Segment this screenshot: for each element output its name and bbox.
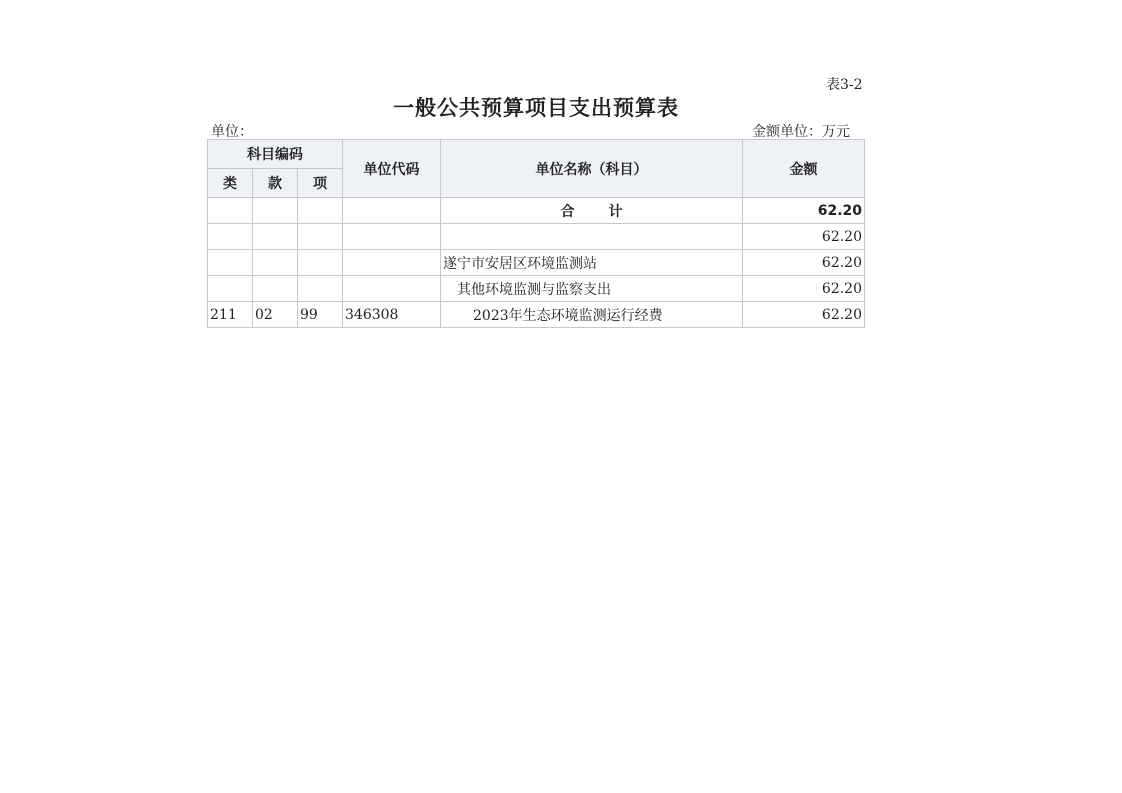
amount-cell: 62.20 — [743, 276, 865, 302]
section-cell — [253, 276, 298, 302]
section-cell — [253, 224, 298, 250]
unit-code-cell — [343, 276, 441, 302]
table-id-label: 表3-2 — [826, 77, 863, 93]
unit-name-cell: 遂宁市安居区环境监测站 — [441, 250, 743, 276]
amount-cell: 62.20 — [743, 250, 865, 276]
total-item-cell — [298, 198, 343, 224]
total-amount: 62.20 — [743, 198, 865, 224]
item-header: 项 — [298, 169, 343, 198]
unit-name-cell: 其他环境监测与监察支出 — [441, 276, 743, 302]
total-category-cell — [208, 198, 253, 224]
unit-name-header: 单位名称（科目） — [441, 140, 743, 198]
table-row — [208, 276, 865, 302]
unit-code-cell — [343, 224, 441, 250]
category-cell — [208, 276, 253, 302]
unit-code-cell: 346308 — [343, 302, 441, 328]
section-cell — [253, 250, 298, 276]
table-row — [208, 250, 865, 276]
table-row — [208, 302, 865, 328]
page-title: 一般公共预算项目支出预算表 — [393, 96, 679, 120]
category-cell: 211 — [208, 302, 253, 328]
item-cell — [298, 250, 343, 276]
unit-name-cell — [441, 224, 743, 250]
total-label-part2: 计 — [608, 203, 623, 220]
total-unit-code-cell — [343, 198, 441, 224]
total-label — [441, 198, 743, 224]
section-header: 款 — [253, 169, 298, 198]
total-label-part1: 合 — [560, 203, 575, 220]
amount-cell: 62.20 — [743, 224, 865, 250]
total-section-cell — [253, 198, 298, 224]
unit-code-header: 单位代码 — [343, 140, 441, 198]
unit-name-cell: 2023年生态环境监测运行经费 — [441, 302, 743, 328]
section-cell: 02 — [253, 302, 298, 328]
item-cell: 99 — [298, 302, 343, 328]
unit-label: 单位： — [211, 124, 253, 140]
unit-code-cell — [343, 250, 441, 276]
item-cell — [298, 224, 343, 250]
category-cell — [208, 224, 253, 250]
header-row-1 — [208, 140, 865, 169]
total-row — [208, 198, 865, 224]
category-header: 类 — [208, 169, 253, 198]
amount-cell: 62.20 — [743, 302, 865, 328]
subject-code-header: 科目编码 — [208, 140, 343, 169]
amount-header: 金额 — [743, 140, 865, 198]
table-row — [208, 224, 865, 250]
category-cell — [208, 250, 253, 276]
amount-unit-label: 金额单位：万元 — [752, 124, 850, 140]
budget-table — [207, 139, 865, 328]
item-cell — [298, 276, 343, 302]
